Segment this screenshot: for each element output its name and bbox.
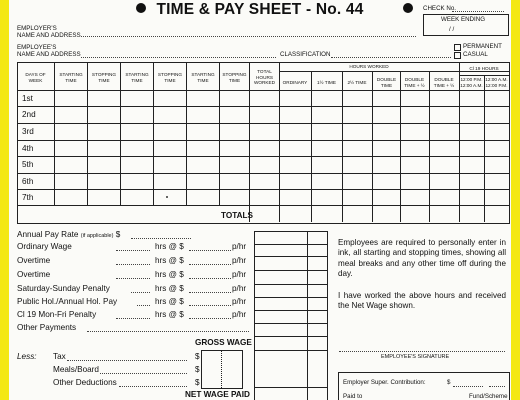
annual-rate-dollar: $ bbox=[115, 230, 121, 239]
tax-field[interactable] bbox=[67, 360, 187, 361]
amount-row-line bbox=[254, 336, 327, 337]
annual-rate-field[interactable] bbox=[131, 238, 191, 239]
check-no-field[interactable] bbox=[452, 11, 504, 12]
col-line bbox=[54, 62, 55, 205]
super-contribution-box[interactable] bbox=[338, 372, 510, 400]
sat-sun-penalty-label: Saturday-Sunday Penalty bbox=[17, 284, 110, 293]
header-ordinary: ORDINARY bbox=[282, 80, 308, 85]
col-line bbox=[153, 62, 154, 205]
amount-row-line bbox=[254, 310, 327, 311]
header-stop-2: STOPPING TIME bbox=[157, 72, 183, 83]
overtime-label-2: Overtime bbox=[17, 270, 51, 279]
deductions-cents-divider bbox=[221, 350, 222, 388]
cl19-hrs-at: hrs @ $ bbox=[155, 310, 184, 319]
row-line bbox=[17, 189, 509, 190]
day-label-5: 5th bbox=[22, 160, 34, 169]
header-divider bbox=[17, 90, 509, 91]
header-cl19-b: 12:00 A.M. 12:00 P.M. bbox=[485, 77, 508, 88]
header-2-5-time: 2½ TIME bbox=[347, 80, 367, 85]
sat-sun-hrs-at: hrs @ $ bbox=[155, 284, 184, 293]
employee-label bbox=[17, 44, 81, 58]
header-double-half: DOUBLE TIME + ½ bbox=[404, 77, 425, 88]
tax-dollar: $ bbox=[195, 352, 200, 361]
ordinary-hrs-at: hrs @ $ bbox=[155, 242, 184, 251]
meals-board-dollar: $ bbox=[195, 365, 200, 374]
week-ending-slashes: / / bbox=[449, 26, 455, 33]
overtime-rate-field[interactable] bbox=[189, 264, 231, 265]
annual-rate-row bbox=[17, 230, 120, 241]
permanent-checkbox[interactable] bbox=[454, 44, 461, 51]
permanent-label: PERMANENT bbox=[463, 43, 502, 50]
header-stop-3: STOPPING TIME bbox=[222, 72, 247, 83]
classification-field[interactable] bbox=[331, 57, 451, 58]
stray-dot bbox=[166, 196, 168, 198]
net-wage-paid-label: NET WAGE PAID bbox=[185, 390, 250, 399]
header-start-3: STARTING TIME bbox=[191, 72, 215, 83]
sat-sun-per-hr: p/hr bbox=[232, 284, 247, 293]
col-line bbox=[484, 75, 485, 222]
header-cl19-a: 12:00 P.M. 12:00 A.M. bbox=[460, 77, 483, 88]
amount-row-line bbox=[254, 387, 327, 388]
signature-label: EMPLOYEE'S SIGNATURE bbox=[381, 354, 450, 360]
sheet-title: TIME & PAY SHEET - No. 44 bbox=[156, 1, 364, 18]
col-line bbox=[372, 71, 373, 222]
super-contribution-label: Employer Super. Contribution: bbox=[343, 379, 426, 386]
super-contribution-dollar: $ bbox=[447, 379, 451, 386]
employer-label bbox=[17, 25, 81, 39]
overtime-per-hr: p/hr bbox=[232, 256, 247, 265]
row-line bbox=[17, 173, 509, 174]
notes-paragraph-2: I have worked the above hours and received the Net Wage shown. bbox=[338, 291, 506, 311]
overtime-hrs-at: hrs @ $ bbox=[155, 256, 184, 265]
other-deductions-field[interactable] bbox=[119, 386, 187, 387]
day-label-6: 6th bbox=[22, 177, 34, 186]
cl19-rate-field[interactable] bbox=[189, 318, 231, 319]
fund-scheme-label: Fund/Scheme bbox=[469, 393, 508, 400]
employer-address-field[interactable] bbox=[81, 36, 416, 37]
check-no-label: CHECK No. bbox=[423, 5, 457, 12]
ordinary-wage-label: Ordinary Wage bbox=[17, 242, 72, 251]
day-label-7: 7th bbox=[22, 193, 34, 202]
col-line bbox=[279, 62, 280, 222]
casual-label: CASUAL bbox=[463, 51, 488, 58]
col-line bbox=[219, 62, 220, 205]
day-label-1: 1st bbox=[22, 94, 33, 103]
overtime2-hrs-at: hrs @ $ bbox=[155, 270, 184, 279]
annual-rate-label: Annual Pay Rate bbox=[17, 230, 79, 239]
overtime2-hours-field[interactable] bbox=[116, 278, 150, 279]
super-cents-field[interactable] bbox=[489, 386, 505, 387]
day-label-2: 2nd bbox=[22, 110, 36, 119]
notes-paragraph-1: Employees are required to personally enter in ink, all starting and stopping times, showing all meal breaks and any other time off during the day. bbox=[338, 238, 506, 279]
col-line bbox=[87, 62, 88, 205]
other-payments-label: Other Payments bbox=[17, 323, 77, 332]
col-line bbox=[186, 62, 187, 205]
day-label-4: 4th bbox=[22, 144, 34, 153]
public-hol-per-hr: p/hr bbox=[232, 297, 247, 306]
header-cl19: Cl 19 HOURS bbox=[469, 66, 499, 71]
col-line bbox=[311, 71, 312, 222]
row-line bbox=[17, 205, 509, 206]
employee-label-line1: EMPLOYEE'S bbox=[17, 44, 57, 51]
col-line bbox=[249, 62, 250, 222]
gross-wage-label: GROSS WAGE bbox=[195, 338, 252, 347]
col-line bbox=[120, 62, 121, 205]
amount-row-line bbox=[254, 270, 327, 271]
employer-label-line2: NAME AND ADDRESS bbox=[17, 32, 81, 39]
amount-row-line bbox=[254, 350, 327, 351]
sat-sun-rate-field[interactable] bbox=[189, 292, 231, 293]
row-line bbox=[17, 123, 509, 124]
ordinary-rate-field[interactable] bbox=[189, 250, 231, 251]
less-label: Less: bbox=[17, 352, 37, 361]
overtime-label: Overtime bbox=[17, 256, 51, 265]
super-dollars-field[interactable] bbox=[453, 386, 483, 387]
public-hol-hrs-at: hrs @ $ bbox=[155, 297, 184, 306]
amount-row-line bbox=[254, 256, 327, 257]
classification-label: CLASSIFICATION bbox=[280, 51, 331, 58]
amount-row-line bbox=[254, 284, 327, 285]
meals-board-label: Meals/Board bbox=[53, 365, 99, 374]
meals-board-field[interactable] bbox=[100, 373, 187, 374]
casual-checkbox[interactable] bbox=[454, 52, 461, 59]
annual-rate-note: (if applicable) bbox=[80, 233, 114, 239]
week-ending-label: WEEK ENDING bbox=[441, 16, 486, 23]
ordinary-per-hr: p/hr bbox=[232, 242, 247, 251]
week-ending-box[interactable] bbox=[423, 14, 509, 36]
cl19-hours-field[interactable] bbox=[116, 318, 150, 319]
amount-row-line bbox=[254, 244, 327, 245]
employer-label-line1: EMPLOYER'S bbox=[17, 25, 57, 32]
public-hol-label: Public Hol./Annual Hol. Pay bbox=[17, 297, 118, 306]
other-deductions-label: Other Deductions bbox=[53, 378, 117, 387]
ordinary-hours-field[interactable] bbox=[116, 250, 150, 251]
header-double-half-b: DOUBLE TIME + ½ bbox=[433, 77, 455, 88]
overtime2-rate-field[interactable] bbox=[189, 278, 231, 279]
col-line bbox=[342, 71, 343, 222]
row-line bbox=[17, 156, 509, 157]
row-line bbox=[17, 106, 509, 107]
header-double-time: DOUBLE TIME bbox=[376, 77, 397, 88]
amount-row-line bbox=[254, 297, 327, 298]
pay-sheet bbox=[9, 0, 511, 400]
other-deductions-dollar: $ bbox=[195, 378, 200, 387]
overtime2-per-hr: p/hr bbox=[232, 270, 247, 279]
cl19-per-hr: p/hr bbox=[232, 310, 247, 319]
day-label-3: 3rd bbox=[22, 127, 34, 136]
header-stop-1: STOPPING TIME bbox=[91, 72, 117, 83]
overtime-hours-field[interactable] bbox=[116, 264, 150, 265]
other-payments-field[interactable] bbox=[87, 331, 249, 332]
paid-to-label: Paid to bbox=[343, 393, 363, 400]
header-hours-worked: HOURS WORKED bbox=[349, 64, 389, 69]
header-start-1: STARTING TIME bbox=[59, 72, 83, 83]
tax-label: Tax bbox=[53, 352, 66, 361]
signature-line[interactable] bbox=[339, 351, 505, 352]
header-days: DAYS OF WEEK bbox=[25, 72, 46, 83]
header-1-5-time: 1½ TIME bbox=[317, 80, 336, 85]
header-total-hours: TOTAL HOURS WORKED bbox=[253, 69, 276, 85]
cl19-penalty-label: Cl 19 Mon-Fri Penalty bbox=[17, 310, 97, 319]
sat-sun-hours-field[interactable] bbox=[131, 292, 150, 293]
employee-address-field[interactable] bbox=[81, 57, 276, 58]
public-hol-hours-field[interactable] bbox=[137, 305, 150, 306]
col-line bbox=[429, 71, 430, 222]
col-line bbox=[400, 71, 401, 222]
header-start-2: STARTING TIME bbox=[125, 72, 149, 83]
row-line bbox=[17, 140, 509, 141]
amount-row-line bbox=[254, 323, 327, 324]
totals-label: TOTALS bbox=[221, 211, 253, 220]
public-hol-rate-field[interactable] bbox=[189, 305, 231, 306]
deductions-subtotal-box[interactable] bbox=[201, 350, 243, 389]
employee-label-line2: NAME AND ADDRESS bbox=[17, 51, 81, 58]
